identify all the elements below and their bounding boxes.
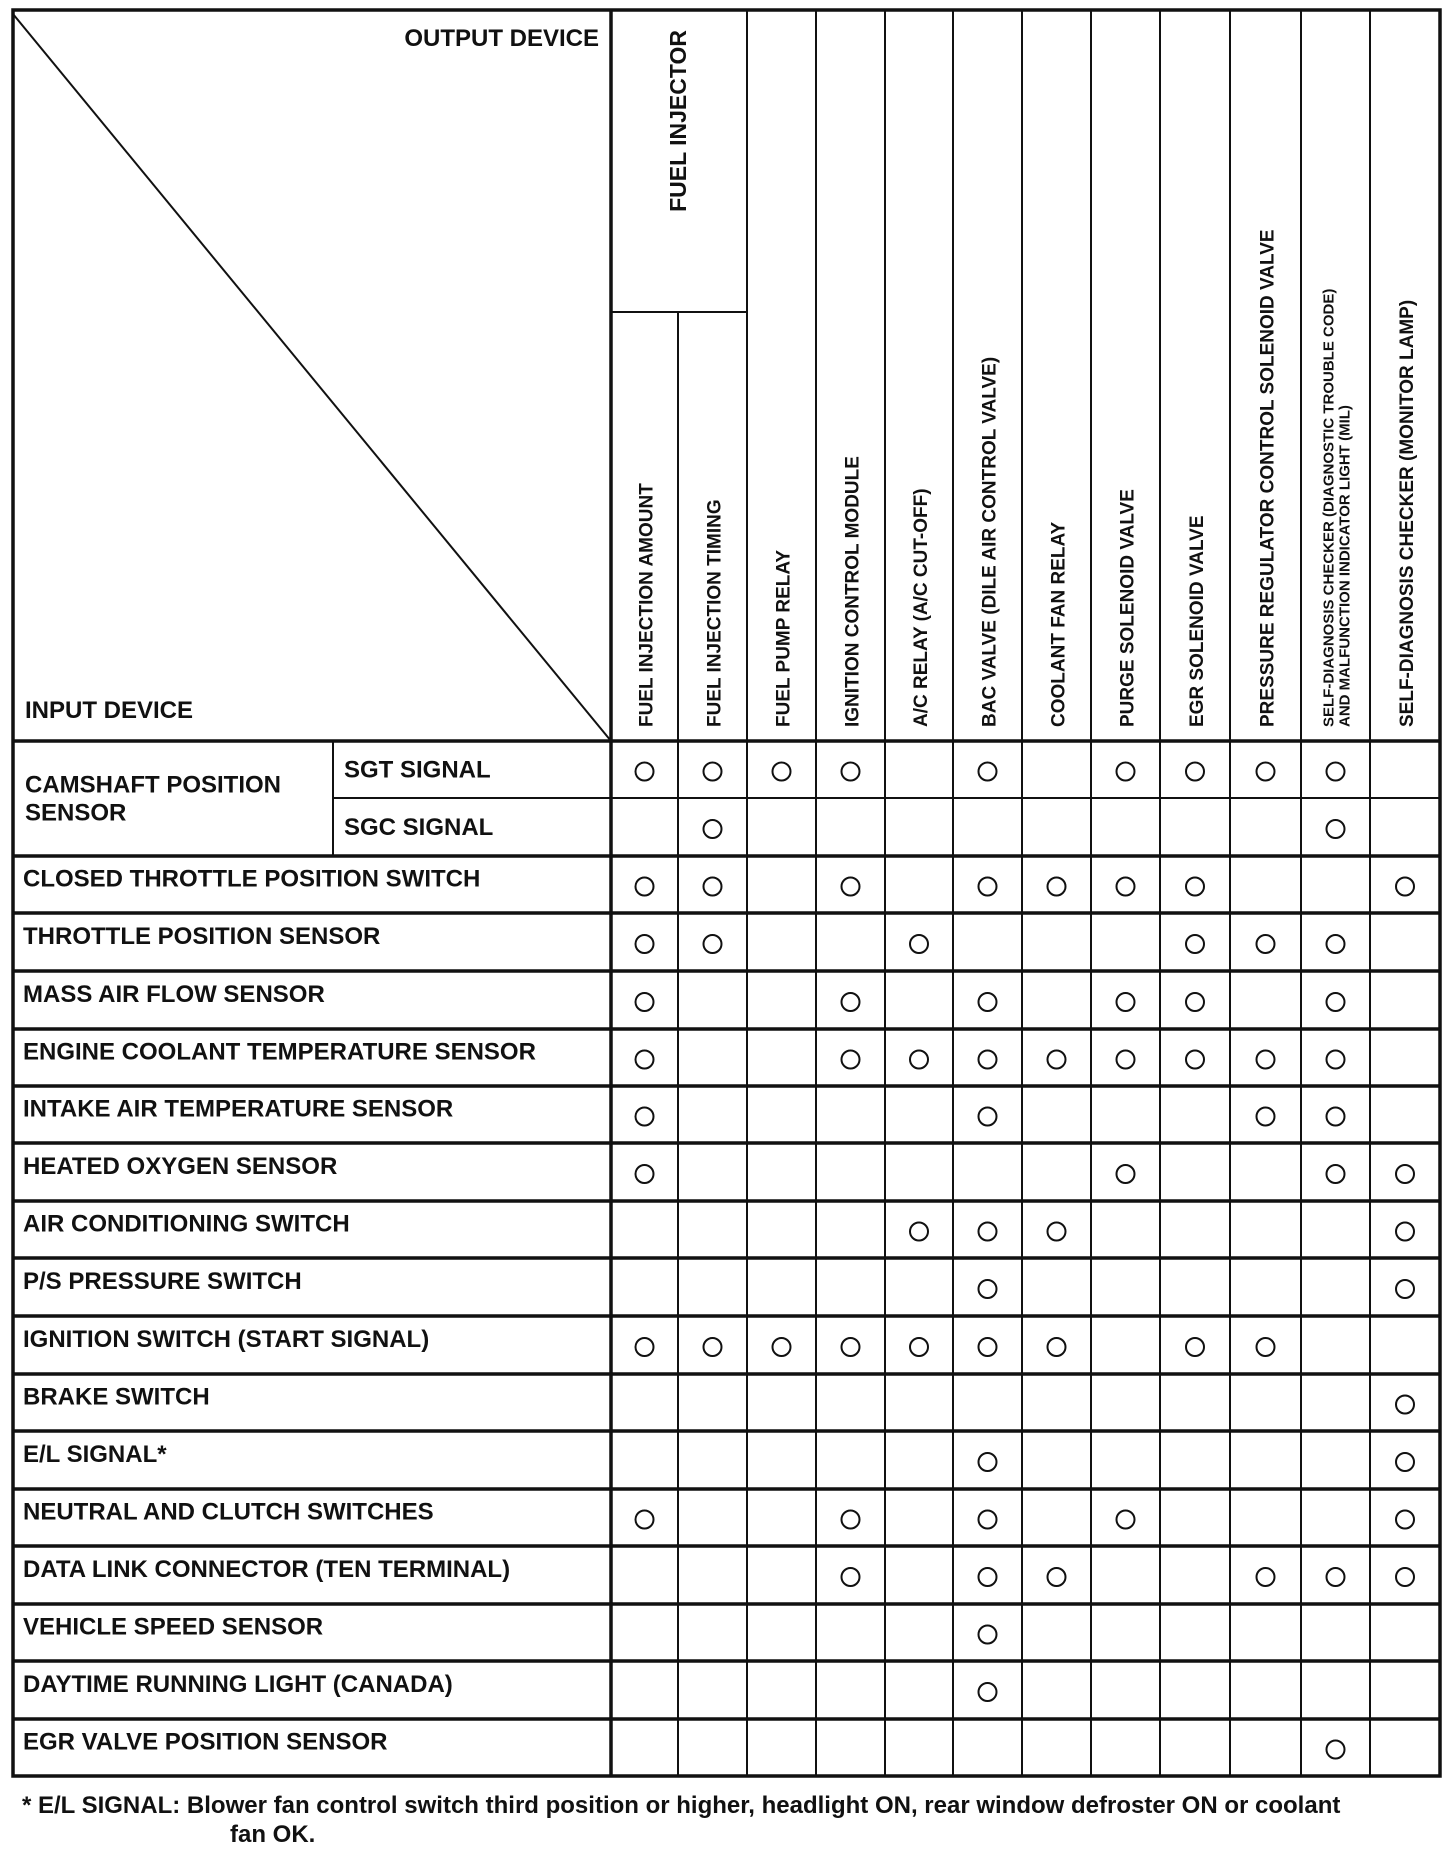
camshaft-sub-label: SGT SIGNAL <box>344 756 491 784</box>
mark-circle-icon <box>842 1051 860 1069</box>
mark-circle-icon <box>636 1108 654 1126</box>
camshaft-sub-label: SGC SIGNAL <box>344 814 494 841</box>
mark-circle-icon <box>1257 763 1275 781</box>
mark-circle-icon <box>979 1511 997 1529</box>
row-label: AIR CONDITIONING SWITCH <box>23 1210 350 1238</box>
mark-circle-icon <box>1327 935 1345 953</box>
fuel-injector-group-label: FUEL INJECTOR <box>665 30 691 212</box>
column-header-label: PURGE SOLENOID VALVE <box>1117 489 1139 727</box>
mark-circle-icon <box>979 1108 997 1126</box>
mark-circle-icon <box>1396 1453 1414 1471</box>
row-label: E/L SIGNAL* <box>23 1441 167 1468</box>
mark-circle-icon <box>979 1568 997 1586</box>
mark-circle-icon <box>979 878 997 896</box>
mark-circle-icon <box>1117 993 1135 1011</box>
mark-circle-icon <box>773 763 791 781</box>
row-label: NEUTRAL AND CLUTCH SWITCHES <box>23 1498 434 1526</box>
mark-circle-icon <box>1186 878 1204 896</box>
column-header-label: A/C RELAY (A/C CUT-OFF) <box>911 488 932 727</box>
mark-circle-icon <box>704 1338 722 1356</box>
mark-circle-icon <box>636 1051 654 1069</box>
row-label: THROTTLE POSITION SENSOR <box>23 923 381 950</box>
mark-circle-icon <box>1327 1051 1345 1069</box>
mark-circle-icon <box>1327 1108 1345 1126</box>
mark-circle-icon <box>636 1165 654 1183</box>
mark-circle-icon <box>1327 993 1345 1011</box>
mark-circle-icon <box>1257 1568 1275 1586</box>
mark-circle-icon <box>1327 1568 1345 1586</box>
row-label: BRAKE SWITCH <box>23 1383 210 1411</box>
mark-circle-icon <box>1186 935 1204 953</box>
mark-circle-icon <box>1257 1108 1275 1126</box>
column-header-label: SELF-DIAGNOSIS CHECKER (MONITOR LAMP) <box>1397 299 1418 727</box>
camshaft-label: SENSOR <box>25 799 127 827</box>
mark-circle-icon <box>636 1338 654 1356</box>
mark-circle-icon <box>1048 1051 1066 1069</box>
row-label: HEATED OXYGEN SENSOR <box>23 1153 338 1180</box>
mark-circle-icon <box>1048 1568 1066 1586</box>
mark-circle-icon <box>636 763 654 781</box>
footnote-line-1 <box>22 1791 1442 1820</box>
mark-circle-icon <box>910 1338 928 1356</box>
column-header-label: SELF-DIAGNOSIS CHECKER (DIAGNOSTIC TROUBLE CODE) <box>1320 288 1338 727</box>
mark-circle-icon <box>842 763 860 781</box>
mark-circle-icon <box>1396 1223 1414 1241</box>
mark-circle-icon <box>1048 1223 1066 1241</box>
row-label: DATA LINK CONNECTOR (TEN TERMINAL) <box>23 1556 511 1583</box>
mark-circle-icon <box>842 993 860 1011</box>
mark-circle-icon <box>1186 763 1204 781</box>
row-label: DAYTIME RUNNING LIGHT (CANADA) <box>23 1671 453 1698</box>
mark-circle-icon <box>979 1338 997 1356</box>
mark-circle-icon <box>979 1626 997 1644</box>
mark-circle-icon <box>1396 1165 1414 1183</box>
mark-circle-icon <box>1396 878 1414 896</box>
mark-circle-icon <box>842 878 860 896</box>
mark-circle-icon <box>636 993 654 1011</box>
row-label: INTAKE AIR TEMPERATURE SENSOR <box>23 1095 454 1123</box>
column-header-label: EGR SOLENOID VALVE <box>1187 515 1208 727</box>
mark-circle-icon <box>636 878 654 896</box>
mark-circle-icon <box>1048 878 1066 896</box>
mark-circle-icon <box>979 993 997 1011</box>
column-header-label: COOLANT FAN RELAY <box>1048 521 1070 727</box>
column-header-label: IGNITION CONTROL MODULE <box>842 456 864 727</box>
row-label: P/S PRESSURE SWITCH <box>23 1268 302 1295</box>
mark-circle-icon <box>704 763 722 781</box>
mark-circle-icon <box>910 935 928 953</box>
footnote-label: * E/L SIGNAL: <box>22 1792 181 1819</box>
row-label: IGNITION SWITCH (START SIGNAL) <box>23 1326 430 1353</box>
mark-circle-icon <box>1257 935 1275 953</box>
mark-circle-icon <box>704 820 722 838</box>
mark-circle-icon <box>773 1338 791 1356</box>
mark-circle-icon <box>704 935 722 953</box>
mark-circle-icon <box>1117 1051 1135 1069</box>
mark-circle-icon <box>1396 1280 1414 1298</box>
mark-circle-icon <box>1186 1051 1204 1069</box>
mark-circle-icon <box>979 1683 997 1701</box>
mark-circle-icon <box>979 1051 997 1069</box>
column-header-label: FUEL INJECTION TIMING <box>704 499 726 727</box>
mark-circle-icon <box>1257 1051 1275 1069</box>
mark-circle-icon <box>1396 1396 1414 1414</box>
mark-circle-icon <box>1396 1511 1414 1529</box>
mark-circle-icon <box>979 763 997 781</box>
camshaft-label: CAMSHAFT POSITION <box>25 771 281 799</box>
column-header-label: FUEL PUMP RELAY <box>773 549 795 727</box>
mark-circle-icon <box>979 1280 997 1298</box>
mark-circle-icon <box>1186 1338 1204 1356</box>
mark-circle-icon <box>842 1511 860 1529</box>
row-label: VEHICLE SPEED SENSOR <box>23 1613 324 1641</box>
mark-circle-icon <box>1117 1511 1135 1529</box>
footnote-line-2: fan OK. <box>230 1821 316 1848</box>
mark-circle-icon <box>979 1223 997 1241</box>
mark-circle-icon <box>1048 1338 1066 1356</box>
column-header-label: BAC VALVE (DILE AIR CONTROL VALVE) <box>979 356 1001 727</box>
mark-circle-icon <box>1327 820 1345 838</box>
row-label: ENGINE COOLANT TEMPERATURE SENSOR <box>23 1038 536 1066</box>
mark-circle-icon <box>842 1338 860 1356</box>
mark-circle-icon <box>1327 763 1345 781</box>
mark-circle-icon <box>1117 1165 1135 1183</box>
mark-circle-icon <box>910 1223 928 1241</box>
output-device-label: OUTPUT DEVICE <box>404 25 599 52</box>
column-header-label: FUEL INJECTION AMOUNT <box>636 483 658 727</box>
mark-circle-icon <box>1327 1741 1345 1759</box>
mark-circle-icon <box>1186 993 1204 1011</box>
mark-circle-icon <box>979 1453 997 1471</box>
row-label: MASS AIR FLOW SENSOR <box>23 981 325 1008</box>
mark-circle-icon <box>1257 1338 1275 1356</box>
mark-circle-icon <box>910 1051 928 1069</box>
footnote-text: Blower fan control switch third position or higher, headlight ON, rear window defroster ON or coolant <box>186 1792 1341 1819</box>
mark-circle-icon <box>1396 1568 1414 1586</box>
column-header-label: PRESSURE REGULATOR CONTROL SOLENOID VALVE <box>1257 229 1279 727</box>
mark-circle-icon <box>636 935 654 953</box>
footnote <box>22 1791 1442 1849</box>
input-device-label: INPUT DEVICE <box>25 697 194 724</box>
mark-circle-icon <box>842 1568 860 1586</box>
mark-circle-icon <box>704 878 722 896</box>
mark-circle-icon <box>1117 878 1135 896</box>
mark-circle-icon <box>636 1511 654 1529</box>
row-label: EGR VALVE POSITION SENSOR <box>23 1728 388 1756</box>
header-diagonal <box>13 14 611 741</box>
mark-circle-icon <box>1327 1165 1345 1183</box>
row-label: CLOSED THROTTLE POSITION SWITCH <box>23 865 481 893</box>
mark-circle-icon <box>1117 763 1135 781</box>
column-header-label: AND MALFUNCTION INDICATOR LIGHT (MIL) <box>1336 405 1354 727</box>
